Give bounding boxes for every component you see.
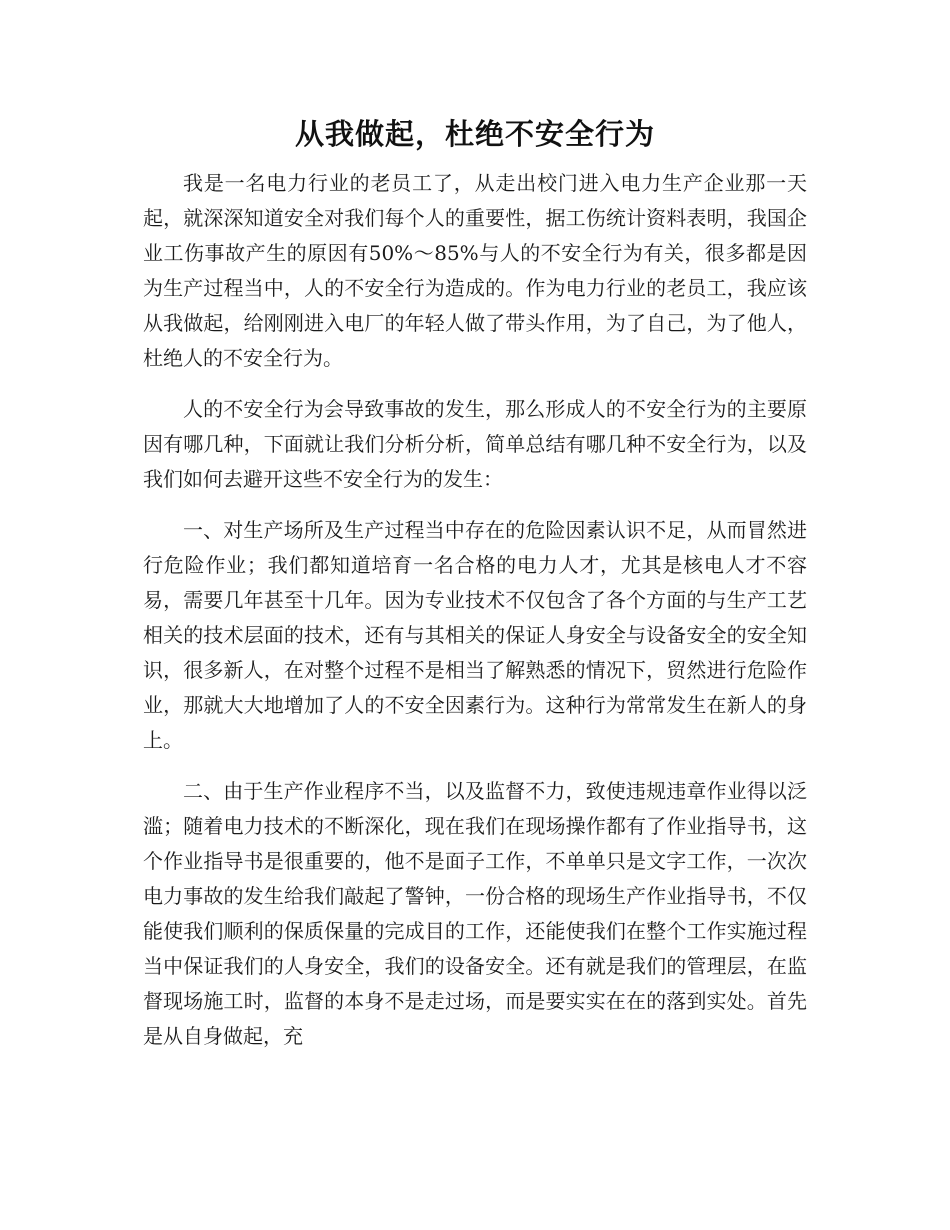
document-title: 从我做起，杜绝不安全行为 <box>294 117 655 151</box>
paragraph-4: 二、由于生产作业程序不当，以及监督不力，致使违规违章作业得以泛滥；随着电力技术的不断深化，现在我们在现场操作都有了作业指导书，这个作业指导书是很重要的，他不是面子工作，不单单只是文字工作，一次次电力事故的发生给我们敲起了警钟，一份合格的现场生产作业指导书，不仅能使我们顺利的保质保量的完成目的工作，还能使我们在整个工作实施过程当中保证我们的人身安全，我们的设备安全。还有就是我们的管理层，在监督现场施工时，监督的本身不是走过场，而是要实实在在的落到实处。首先是从自身做起，充 <box>143 779 807 1048</box>
paragraph-3: 一、对生产场所及生产过程当中存在的危险因素认识不足，从而冒然进行危险作业；我们都知道培育一名合格的电力人才，尤其是核电人才不容易，需要几年甚至十几年。因为专业技术不仅包含了各个方面的与生产工艺相关的技术层面的技术，还有与其相关的保证人身安全与设备安全的安全知识，很多新人，在对整个过程不是相当了解熟悉的情况下，贸然进行危险作业，那就大大地增加了人的不安全因素行为。这种行为常常发生在新人的身上。 <box>143 518 807 752</box>
paragraph-2: 人的不安全行为会导致事故的发生，那么形成人的不安全行为的主要原因有哪几种，下面就让我们分析分析，简单总结有哪几种不安全行为，以及我们如何去避开这些不安全行为的发生： <box>143 397 807 491</box>
paragraph-1: 我是一名电力行业的老员工了，从走出校门进入电力生产企业那一天起，就深深知道安全对我们每个人的重要性，据工伤统计资料表明，我国企业工伤事故产生的原因有50%～85%与人的不安全行为有关，很多都是因为生产过程当中，人的不安全行为造成的。作为电力行业的老员工，我应该从我做起，给刚刚进入电厂的年轻人做了带头作用，为了自己，为了他人，杜绝人的不安全行为。 <box>143 171 807 370</box>
document-body <box>143 166 807 1070</box>
